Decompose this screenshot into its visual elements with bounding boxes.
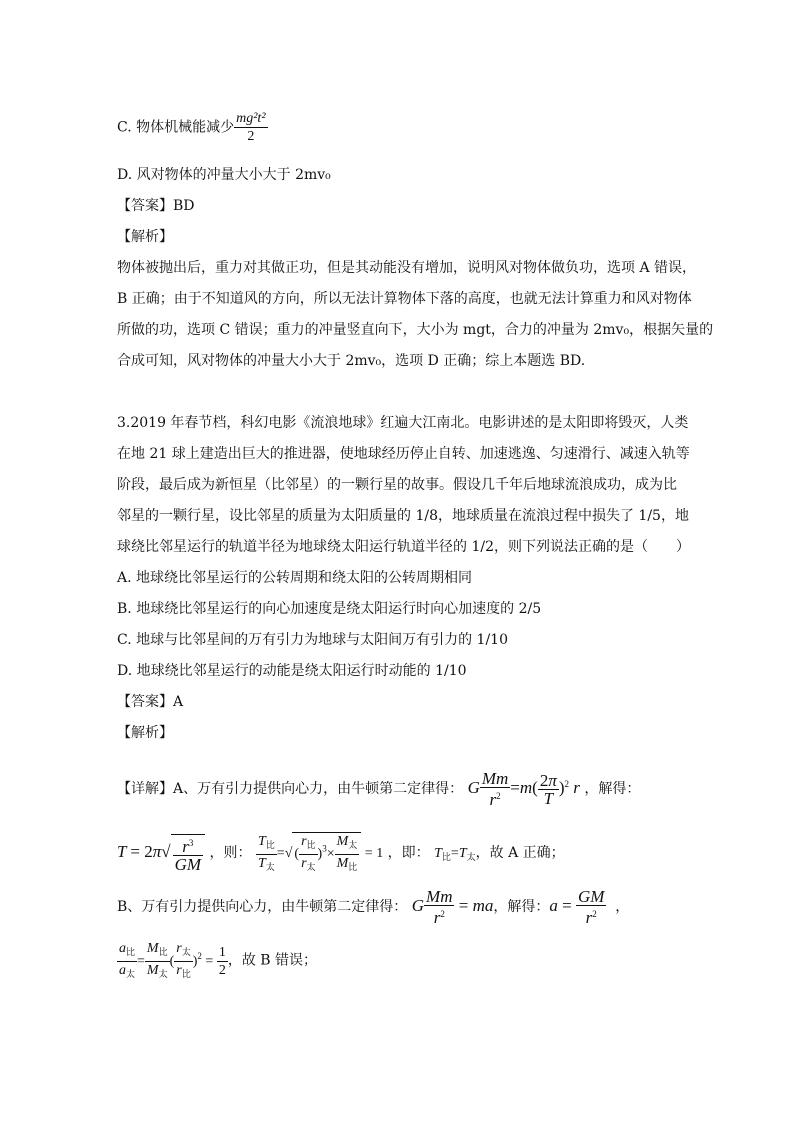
option-d-line: D. 风对物体的冲量大小大于 2mv₀	[117, 167, 331, 183]
option-c-text: C. 物体机械能减少	[117, 119, 235, 136]
detail-b-line: B、万有引力提供向心力，由牛顿第二定律得： G $\frac{Mm}{r^2}$ = ma，解得：a = $\frac{GM}{r^2}$ ，	[117, 887, 630, 927]
formula-period-ratio: $\frac{T_比}{T_太}$ =√ ( $\frac{r_比}{r_太}$ )$^3$× $\frac{M_太}{M_比}$ = 1	[256, 846, 383, 861]
analysis-line: 合成可知，风对物体的冲量大小大于 2mv₀，选项 D 正确；综上本题选 BD.	[117, 353, 586, 369]
then-word: ，则：	[209, 845, 252, 862]
analysis-line: B 正确；由于不知道风的方向，所以无法计算物体下落的高度，也就无法计算重力和风对物体	[117, 291, 692, 307]
question-stem-line: 邻星的一颗行星，设比邻星的质量为太阳质量的 1/8，地球质量在流浪过程中损失了 1/5，地	[117, 508, 689, 524]
formula-period-equal: $T_比=T_太$	[434, 846, 476, 863]
question-stem-line: 在地 21 球上建造出巨大的推进器，使地球经历停止自转、加速逃逸、匀速滑行、减速入轨等	[117, 446, 690, 462]
question-stem-line: 3.2019 年春节档，科幻电影《流浪地球》红遍大江南北。电影讲述的是太阳即将毁灭，人类	[117, 415, 689, 431]
solve-word: ，解得：	[493, 898, 550, 915]
answer-label: 【答案】A	[117, 694, 184, 710]
analysis-line: 所做的功，选项 C 错误；重力的冲量竖直向下，大小为 mgt，合力的冲量为 2mv₀，根据矢量的	[117, 322, 714, 338]
detail-a-text: 【详解】A、万有引力提供向心力，由牛顿第二定律得：	[117, 780, 464, 797]
option-c-line	[117, 110, 268, 145]
option-d: D. 地球绕比邻星运行的动能是绕太阳运行时动能的 1/10	[117, 663, 467, 679]
question-stem-line: 阶段，最后成为新恒星（比邻星）的一颗行星的故事。假设几千年后地球流浪成功，成为比	[117, 477, 677, 493]
answer-label: 【答案】BD	[117, 198, 195, 214]
formula-period: T = 2π√ $\frac{r^3}{GM}$	[117, 842, 205, 861]
option-c: C. 地球与比邻星间的万有引力为地球与太阳间万有引力的 1/10	[117, 632, 509, 648]
analysis-line: 物体被抛出后，重力对其做正功，但是其动能没有增加，说明风对物体做负功，选项 A 错误，	[117, 260, 697, 276]
detail-a-line	[117, 770, 640, 808]
conclusion-b: ，故 B 错误；	[227, 952, 318, 969]
conclusion-a: ，故 A 正确；	[475, 845, 565, 862]
solve-word: ，解得：	[584, 780, 641, 797]
option-b: B. 地球绕比邻星运行的向心加速度是绕太阳运行时向心加速度的 2/5	[117, 601, 542, 617]
formula-acceleration-ratio: $\frac{a_比}{a_太}$ = $\frac{M_比}{M_太}$ ( $\frac{r_太}{r_比}$ )$^2$ = $\frac{1}{2}$	[119, 941, 226, 979]
formula-gravitation-b: G $\frac{Mm}{r^2}$ = ma	[411, 887, 494, 927]
analysis-label: 【解析】	[117, 725, 173, 741]
namely-word: ，即：	[387, 845, 430, 862]
detail-b-text: B、万有引力提供向心力，由牛顿第二定律得：	[117, 898, 408, 915]
formula-acceleration: a = $\frac{GM}{r^2}$	[549, 887, 605, 927]
option-c-fraction: $\frac{\text{mg²t²}}{2}$	[236, 111, 266, 144]
detail-b-line	[117, 940, 317, 983]
analysis-label: 【解析】	[117, 229, 173, 245]
detail-a-line	[117, 832, 565, 876]
formula-gravitation: G $\frac{Mm}{r^2}$ =m( $\frac{2\pi}{T}$ )$^2$ r	[467, 769, 580, 809]
option-a: A. 地球绕比邻星运行的公转周期和绕太阳的公转周期相同	[117, 570, 473, 586]
question-stem-line: 球绕比邻星运行的轨道半径为地球绕太阳运行轨道半径的 1/2，则下列说法正确的是（ ）	[117, 539, 690, 555]
